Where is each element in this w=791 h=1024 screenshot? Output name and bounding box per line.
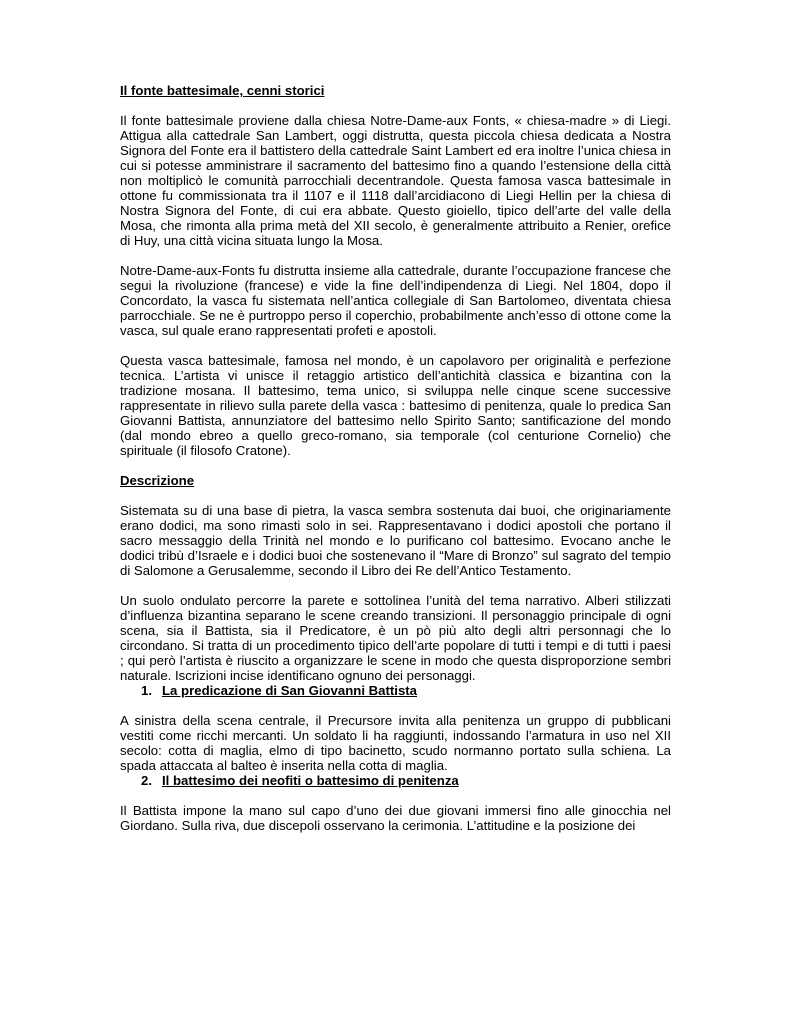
paragraph-baptism: Il Battista impone la mano sul capo d’uno dei due giovani immersi fino alle ginocchia nel Giordano. Sulla riva, due discepoli osservano la cerimonia. L’attitudine e la posizione dei bbox=[120, 803, 671, 833]
paragraph-masterpiece: Questa vasca battesimale, famosa nel mondo, è un capolavoro per originalità e perfezione tecnica. L’artista vi unisce il retaggio artistico dell’antichità classica e bizantina con la tradizione mosana. Il battesimo, tema unico, si sviluppa nelle cinque scene successive rappresentate in rilievo sulla parete della vasca : battesimo di penitenza, quale lo predica San Giovanni Battista, annunziatore del battesimo nello Spirito Santo; santificazione del mondo (dal mondo ebreo a quello greco-romano, sia temporale (col centurione Cornelio) che spirituale (il filosofo Cratone). bbox=[120, 353, 671, 458]
section-heading-history: Il fonte battesimale, cenni storici bbox=[120, 83, 325, 98]
paragraph-preaching: A sinistra della scena centrale, il Precursore invita alla penitenza un gruppo di pubblicani vestiti come ricchi mercanti. Un soldato li ha raggiunti, indossando l’armatura in uso nel XII secolo: cotta di maglia, elmo di tipo bacinetto, scudo normanno portato sulla schiena. La spada attaccata al balteo è inserita nella cotta di maglia. bbox=[120, 713, 671, 773]
paragraph-origin: Il fonte battesimale proviene dalla chiesa Notre-Dame-aux Fonts, « chiesa-madre » di Liegi. Attigua alla cattedrale San Lambert, oggi distrutta, questa piccola chiesa dedicata a Nostra Signora del Fonte era il battistero della cattedrale Saint Lambert ed era inoltre l’unica chiesa in cui si potesse amministrare il sacramento del battesimo fino a quando l’estensione della città non moltiplicò le comunità parrocchiali decentrandole. Questa famosa vasca battesimale in ottone fu commissionata tra il 1107 e il 1118 dall’arcidiacono di Liegi Hellin per la chiesa di Nostra Signora del Fonte, di cui era abbate. Questo gioiello, tipico dell’arte del valle della Mosa, che rimonta alla prima metà del XII secolo, è generalmente attribuito a Renier, orefice di Huy, una città vicina situata lungo la Mosa. bbox=[120, 113, 671, 248]
list-title: La predicazione di San Giovanni Battista bbox=[162, 683, 418, 698]
paragraph-base: Sistemata su di una base di pietra, la vasca sembra sostenuta dai buoi, che originariamente erano dodici, ma sono rimasti solo in sei. Rappresentavano i dodici apostoli che portano il sacro messaggio della Trinità nel mondo e lo purificano col battesimo. Evocano anche le dodici tribù d’Israele e i dodici buoi che sostenevano il “Mare di Bronzo” sul sagrato del tempio di Salomone a Gerusalemme, secondo il Libro dei Re dell’Antico Testamento. bbox=[120, 503, 671, 578]
list-number: 1. bbox=[141, 683, 152, 698]
paragraph-destruction: Notre-Dame-aux-Fonts fu distrutta insieme alla cattedrale, durante l’occupazione francese che segui la rivoluzione (francese) e vide la fine dell’indipendenza di Liegi. Nel 1804, dopo il Concordato, la vasca fu sistemata nell’antica collegiale di San Bartolomeo, diventata chiesa parrocchiale. Se ne è purtroppo perso il coperchio, probabilmente anch’esso di ottone come la vasca, sul quale erano rappresentati profeti e apostoli. bbox=[120, 263, 671, 338]
list-number: 2. bbox=[141, 773, 152, 788]
document-page bbox=[120, 83, 671, 833]
list-title: Il battesimo dei neofiti o battesimo di penitenza bbox=[162, 773, 459, 788]
numbered-heading-preaching bbox=[120, 683, 671, 698]
section-heading-description: Descrizione bbox=[120, 473, 195, 488]
numbered-heading-baptism bbox=[120, 773, 671, 788]
paragraph-wall: Un suolo ondulato percorre la parete e sottolinea l’unità del tema narrativo. Alberi stilizzati d’influenza bizantina separano le scene creando transizioni. Il personaggio principale di ogni scena, sia il Battista, sia il Predicatore, è un pò più alto degli altri personnagi che lo circondano. Si tratta di un procedimento tipico dell’arte popolare di tutti i tempi e di tutti i paesi ; qui però l’artista è riuscito a organizzare le scene in modo che questa disproporzione sembri naturale. Iscrizioni incise identificano ognuno dei personaggi. bbox=[120, 593, 671, 683]
